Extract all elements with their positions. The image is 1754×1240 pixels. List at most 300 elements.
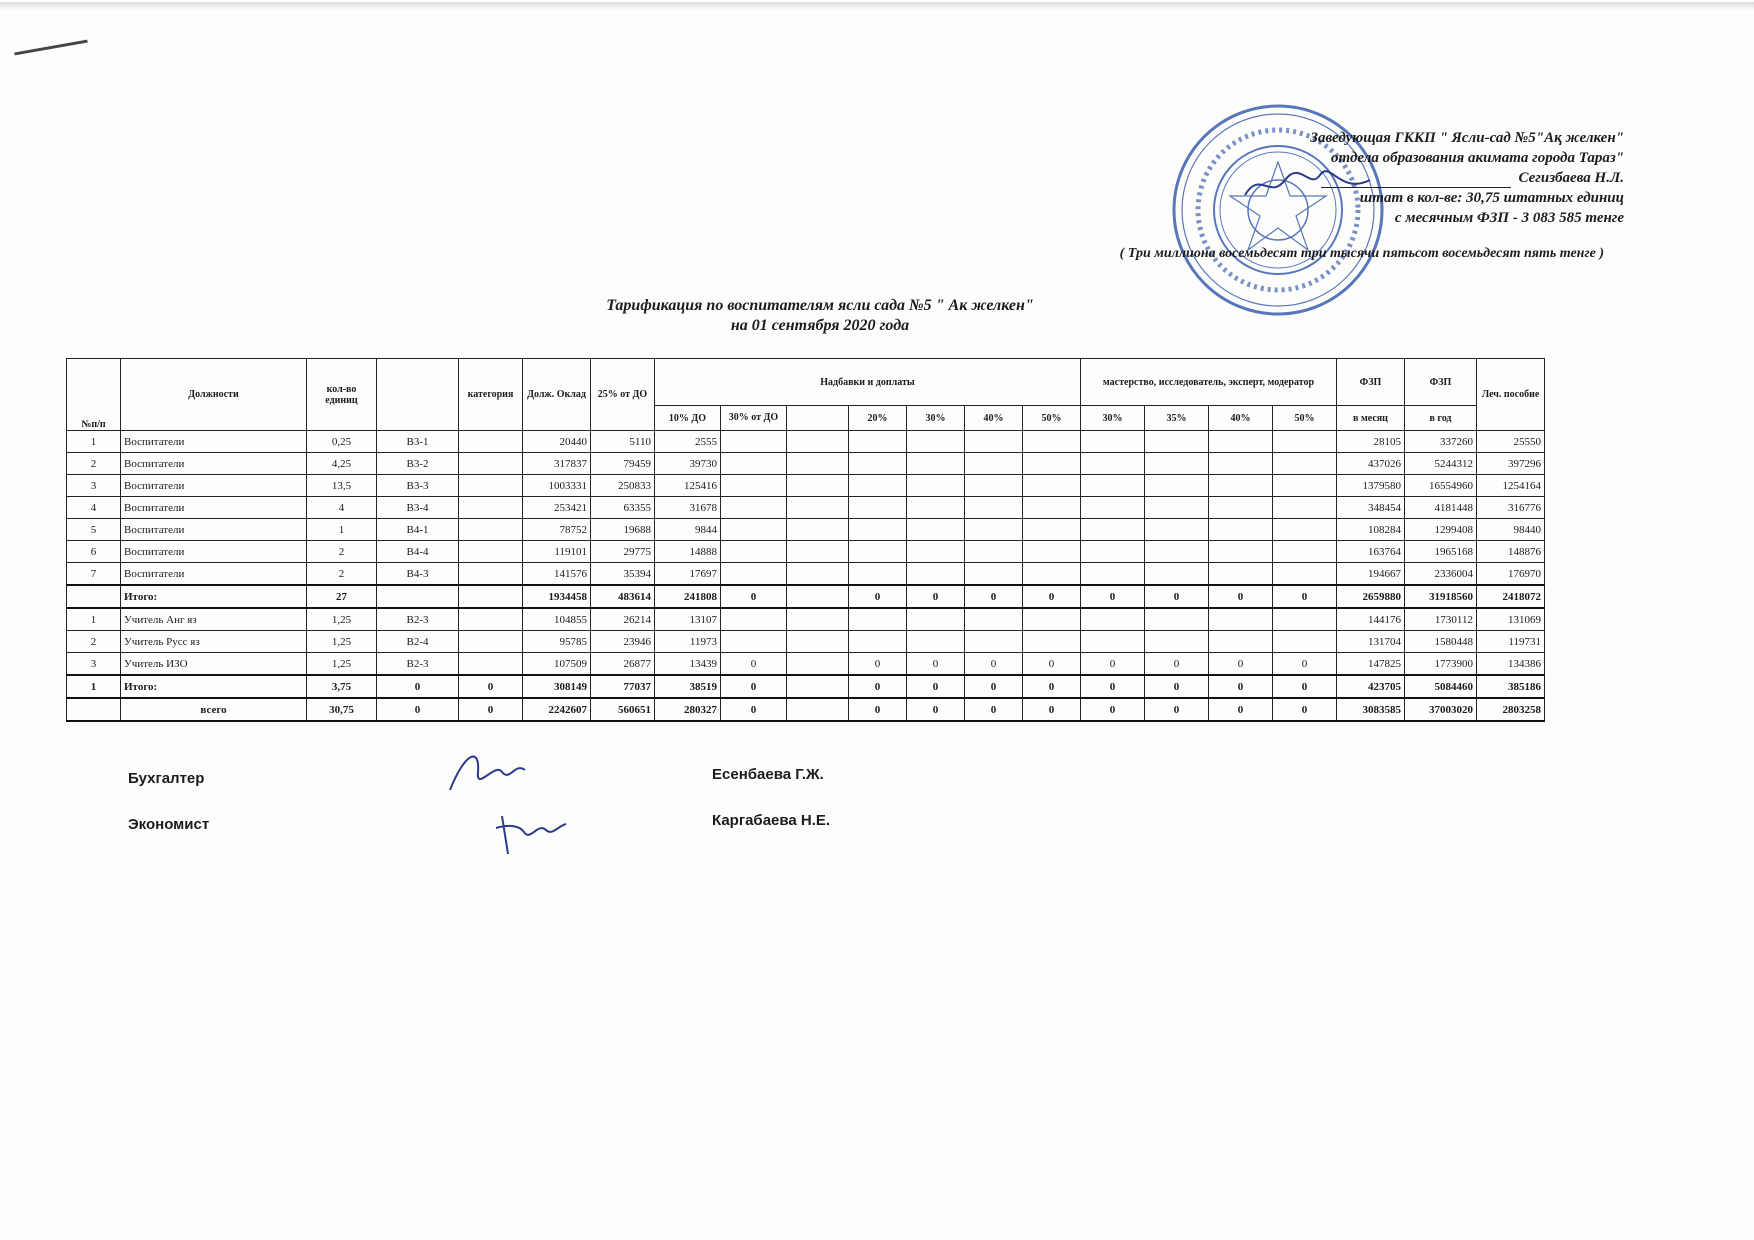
cell-pos: Итого: [121,585,307,608]
cell-m50 [1273,453,1337,475]
cell-m30 [1081,519,1145,541]
cell-cat: 0 [377,675,459,698]
cell-month: 1379580 [1337,475,1405,497]
cell-m35 [1145,431,1209,453]
cell-ablank [787,519,849,541]
col-allowances: Надбавки и доплаты [655,359,1081,406]
cell-m30: 0 [1081,653,1145,676]
cell-ablank [787,675,849,698]
cell-a20: 0 [849,585,907,608]
cell-units: 13,5 [307,475,377,497]
cell-m35: 0 [1145,653,1209,676]
cell-a50 [1023,431,1081,453]
cell-m40 [1209,563,1273,586]
cell-a30b [907,631,965,653]
cell-year: 1773900 [1405,653,1477,676]
table-row [67,541,1545,563]
signer-name: Сегизбаева Н.Л. [1518,170,1624,186]
cell-year: 1730112 [1405,608,1477,631]
cell-cat: В4-1 [377,519,459,541]
cell-pos: Воспитатели [121,475,307,497]
cell-a30b [907,563,965,586]
cell-blank2 [459,653,523,676]
cell-units: 1,25 [307,608,377,631]
cell-salary: 1934458 [523,585,591,608]
cell-m40 [1209,497,1273,519]
cell-cat: В3-1 [377,431,459,453]
cell-pos: Воспитатели [121,431,307,453]
cell-m30 [1081,541,1145,563]
cell-a40 [965,475,1023,497]
cell-salary: 253421 [523,497,591,519]
cell-a10: 38519 [655,675,721,698]
table-body [67,431,1545,722]
cell-a30: 0 [721,653,787,676]
cell-m30 [1081,431,1145,453]
cell-a40 [965,519,1023,541]
cell-n: 2 [67,453,121,475]
cell-a10: 11973 [655,631,721,653]
cell-a30 [721,453,787,475]
cell-a50 [1023,475,1081,497]
cell-month: 2659880 [1337,585,1405,608]
cell-n: 5 [67,519,121,541]
cell-m50: 0 [1273,698,1337,721]
cell-ablank [787,585,849,608]
cell-a20 [849,475,907,497]
cell-med: 25550 [1477,431,1545,453]
col-a30: 30% от ДО [721,406,787,431]
cell-a10: 2555 [655,431,721,453]
cell-m35 [1145,541,1209,563]
cell-pos: Воспитатели [121,453,307,475]
table-row [67,475,1545,497]
cell-cat: В3-3 [377,475,459,497]
col-fzp-month: ФЗП [1337,359,1405,406]
cell-month: 147825 [1337,653,1405,676]
cell-n: 3 [67,653,121,676]
cell-a30b [907,453,965,475]
cell-pos: Учитель ИЗО [121,653,307,676]
cell-m50: 0 [1273,675,1337,698]
economist-role: Экономист [128,816,210,833]
cell-m35 [1145,608,1209,631]
cell-m50 [1273,519,1337,541]
cell-a10: 125416 [655,475,721,497]
cell-m40 [1209,431,1273,453]
cell-month: 194667 [1337,563,1405,586]
cell-a40 [965,541,1023,563]
table-row [67,631,1545,653]
cell-units: 2 [307,563,377,586]
col-a40: 40% [965,406,1023,431]
cell-blank2: 0 [459,698,523,721]
cell-a40: 0 [965,698,1023,721]
cell-m50 [1273,631,1337,653]
table-row [67,608,1545,631]
cell-blank2 [459,431,523,453]
cell-units: 27 [307,585,377,608]
cell-pos: Учитель Анг яз [121,608,307,631]
cell-pos: Воспитатели [121,563,307,586]
cell-p25: 77037 [591,675,655,698]
cell-units: 1 [307,519,377,541]
cell-m40 [1209,541,1273,563]
cell-m35 [1145,519,1209,541]
cell-a40 [965,453,1023,475]
cell-year: 31918560 [1405,585,1477,608]
cell-n: 2 [67,631,121,653]
cell-med: 397296 [1477,453,1545,475]
cell-p25: 63355 [591,497,655,519]
cell-m40 [1209,519,1273,541]
col-med: Леч. пособие [1477,359,1545,431]
economist-signature [490,808,570,858]
cell-a10: 31678 [655,497,721,519]
table-row [67,431,1545,453]
cell-med: 1254164 [1477,475,1545,497]
cell-a10: 280327 [655,698,721,721]
col-position: Должности [121,359,307,431]
approval-line-dept: отдела образования акимата города Тараз" [1331,150,1624,166]
cell-month: 3083585 [1337,698,1405,721]
cell-units: 30,75 [307,698,377,721]
cell-a30b [907,475,965,497]
cell-m50 [1273,563,1337,586]
cell-n: 1 [67,608,121,631]
cell-salary: 78752 [523,519,591,541]
economist-name: Каргабаева Н.Е. [712,812,831,829]
cell-med: 385186 [1477,675,1545,698]
cell-pos: Учитель Русс яз [121,631,307,653]
cell-m30 [1081,453,1145,475]
cell-a10: 39730 [655,453,721,475]
cell-blank2 [459,497,523,519]
cell-blank2 [459,453,523,475]
cell-units: 2 [307,541,377,563]
col-mastery: мастерство, исследователь, эксперт, модератор [1081,359,1337,406]
cell-blank2 [459,585,523,608]
cell-blank2 [459,631,523,653]
cell-m35 [1145,475,1209,497]
cell-m40 [1209,453,1273,475]
cell-year: 5084460 [1405,675,1477,698]
cell-n: 6 [67,541,121,563]
cell-salary: 317837 [523,453,591,475]
cell-n: 1 [67,431,121,453]
cell-a20 [849,453,907,475]
cell-a30 [721,431,787,453]
cell-a20: 0 [849,698,907,721]
cell-m35: 0 [1145,585,1209,608]
cell-a50: 0 [1023,585,1081,608]
cell-ablank [787,475,849,497]
cell-ablank [787,497,849,519]
cell-a30b: 0 [907,675,965,698]
cell-salary: 119101 [523,541,591,563]
cell-med: 2803258 [1477,698,1545,721]
table-row [67,585,1545,608]
cell-month: 437026 [1337,453,1405,475]
cell-p25: 79459 [591,453,655,475]
cell-ablank [787,631,849,653]
cell-a30 [721,631,787,653]
cell-a30 [721,475,787,497]
cell-pos: Воспитатели [121,519,307,541]
cell-m30: 0 [1081,675,1145,698]
cell-m35: 0 [1145,675,1209,698]
cell-m35 [1145,497,1209,519]
col-a20: 20% [849,406,907,431]
cell-pos: Воспитатели [121,541,307,563]
cell-a30 [721,519,787,541]
cell-a40 [965,431,1023,453]
cell-year: 16554960 [1405,475,1477,497]
cell-m50 [1273,431,1337,453]
cell-a30: 0 [721,675,787,698]
cell-a50 [1023,608,1081,631]
cell-a40: 0 [965,675,1023,698]
cell-a50 [1023,631,1081,653]
cell-units: 4 [307,497,377,519]
cell-a20 [849,431,907,453]
cell-a50 [1023,519,1081,541]
cell-a40: 0 [965,653,1023,676]
cell-a50 [1023,563,1081,586]
cell-pos: Воспитатели [121,497,307,519]
accountant-role: Бухгалтер [128,770,205,787]
cell-a30 [721,563,787,586]
cell-a30b: 0 [907,698,965,721]
cell-ablank [787,453,849,475]
col-m35: 35% [1145,406,1209,431]
cell-m40: 0 [1209,675,1273,698]
cell-med: 148876 [1477,541,1545,563]
cell-m30: 0 [1081,698,1145,721]
col-salary: Долж. Оклад [523,359,591,431]
scan-edge [0,2,1754,10]
col-a10: 10% ДО [655,406,721,431]
cell-m30 [1081,497,1145,519]
cell-pos: Итого: [121,675,307,698]
cell-ablank [787,431,849,453]
table-row [67,698,1545,721]
cell-blank2 [459,608,523,631]
col-category: категория [459,359,523,431]
cell-p25: 26877 [591,653,655,676]
cell-a20 [849,541,907,563]
cell-m30 [1081,475,1145,497]
table-row [67,563,1545,586]
cell-med: 2418072 [1477,585,1545,608]
cell-a30b [907,519,965,541]
cell-a30: 0 [721,698,787,721]
cell-m40 [1209,608,1273,631]
cell-a10: 13107 [655,608,721,631]
table-row [67,675,1545,698]
col-year: в год [1405,406,1477,431]
cell-month: 348454 [1337,497,1405,519]
cell-units: 3,75 [307,675,377,698]
cell-a20 [849,497,907,519]
cell-year: 1965168 [1405,541,1477,563]
cell-a10: 9844 [655,519,721,541]
cell-cat [377,585,459,608]
cell-a40 [965,608,1023,631]
cell-a30b: 0 [907,585,965,608]
cell-a30b [907,431,965,453]
col-month: в месяц [1337,406,1405,431]
cell-salary: 104855 [523,608,591,631]
cell-a40 [965,563,1023,586]
cell-a50: 0 [1023,675,1081,698]
table-row [67,653,1545,676]
cell-med: 176970 [1477,563,1545,586]
cell-cat: 0 [377,698,459,721]
cell-a50 [1023,541,1081,563]
cell-a40 [965,631,1023,653]
cell-year: 1299408 [1405,519,1477,541]
cell-blank2 [459,541,523,563]
cell-cat: В3-2 [377,453,459,475]
cell-a30 [721,608,787,631]
cell-units: 0,25 [307,431,377,453]
cell-month: 131704 [1337,631,1405,653]
title-line-2: на 01 сентября 2020 года [730,317,910,334]
cell-n: 7 [67,563,121,586]
approval-line-fzp: с месячным ФЗП - 3 083 585 тенге [1394,210,1624,226]
table-row [67,453,1545,475]
cell-a50 [1023,453,1081,475]
cell-m50 [1273,608,1337,631]
cell-a20 [849,631,907,653]
table-row [67,497,1545,519]
cell-blank2 [459,519,523,541]
cell-units: 4,25 [307,453,377,475]
approval-line-head: Заведующая ГККП " Ясли-сад №5"Ақ желкен" [1310,130,1624,146]
cell-m50 [1273,541,1337,563]
cell-a20 [849,519,907,541]
cell-a20 [849,563,907,586]
cell-ablank [787,653,849,676]
cell-n [67,585,121,608]
cell-m35 [1145,453,1209,475]
cell-m30: 0 [1081,585,1145,608]
cell-p25: 23946 [591,631,655,653]
cell-p25: 29775 [591,541,655,563]
cell-blank2: 0 [459,675,523,698]
cell-a10: 17697 [655,563,721,586]
amount-in-words: ( Три миллиона восемьдесят три тысячи пятьсот восемьдесят пять тенге ) [1119,246,1604,261]
cell-n: 4 [67,497,121,519]
cell-ablank [787,563,849,586]
cell-a40 [965,497,1023,519]
cell-m40 [1209,631,1273,653]
cell-pos: всего [121,698,307,721]
cell-med: 98440 [1477,519,1545,541]
col-blank [377,359,459,431]
cell-a50 [1023,497,1081,519]
cell-ablank [787,608,849,631]
cell-units: 1,25 [307,653,377,676]
cell-a40: 0 [965,585,1023,608]
cell-m40 [1209,475,1273,497]
cell-cat: В2-4 [377,631,459,653]
cell-a30 [721,541,787,563]
cell-m50 [1273,475,1337,497]
cell-a30b [907,497,965,519]
cell-p25: 19688 [591,519,655,541]
cell-m50: 0 [1273,653,1337,676]
cell-a30 [721,497,787,519]
cell-year: 2336004 [1405,563,1477,586]
cell-m35 [1145,563,1209,586]
cell-med: 119731 [1477,631,1545,653]
cell-salary: 95785 [523,631,591,653]
cell-a10: 13439 [655,653,721,676]
cell-salary: 107509 [523,653,591,676]
cell-year: 337260 [1405,431,1477,453]
cell-m40: 0 [1209,585,1273,608]
cell-a30: 0 [721,585,787,608]
cell-a10: 14888 [655,541,721,563]
cell-cat: В2-3 [377,653,459,676]
cell-year: 1580448 [1405,631,1477,653]
cell-a30b [907,608,965,631]
col-m40: 40% [1209,406,1273,431]
col-m30: 30% [1081,406,1145,431]
col-units: кол-во единиц [307,359,377,431]
cell-cat: В3-4 [377,497,459,519]
title-line-1: Тарификация по воспитателям ясли сада №5 " Ак желкен" [606,297,1034,314]
col-a30b: 30% [907,406,965,431]
cell-a30b: 0 [907,653,965,676]
cell-n [67,698,121,721]
cell-salary: 141576 [523,563,591,586]
cell-salary: 1003331 [523,475,591,497]
cell-month: 28105 [1337,431,1405,453]
cell-salary: 308149 [523,675,591,698]
scan-mark [14,40,87,56]
cell-month: 163764 [1337,541,1405,563]
approval-line-staff: штат в кол-ве: 30,75 штатных единиц [1359,190,1624,206]
cell-p25: 483614 [591,585,655,608]
cell-m35: 0 [1145,698,1209,721]
cell-a20: 0 [849,675,907,698]
cell-m40: 0 [1209,698,1273,721]
cell-m30 [1081,631,1145,653]
cell-cat: В4-4 [377,541,459,563]
cell-salary: 20440 [523,431,591,453]
cell-m50: 0 [1273,585,1337,608]
cell-med: 131069 [1477,608,1545,631]
col-a50: 50% [1023,406,1081,431]
cell-med: 134386 [1477,653,1545,676]
cell-units: 1,25 [307,631,377,653]
cell-p25: 26214 [591,608,655,631]
cell-ablank [787,698,849,721]
cell-m40: 0 [1209,653,1273,676]
cell-m30 [1081,563,1145,586]
director-signature [1240,160,1380,210]
cell-month: 144176 [1337,608,1405,631]
col-fzp-year: ФЗП [1405,359,1477,406]
cell-year: 37003020 [1405,698,1477,721]
cell-blank2 [459,563,523,586]
cell-m30 [1081,608,1145,631]
col-m50: 50% [1273,406,1337,431]
cell-med: 316776 [1477,497,1545,519]
